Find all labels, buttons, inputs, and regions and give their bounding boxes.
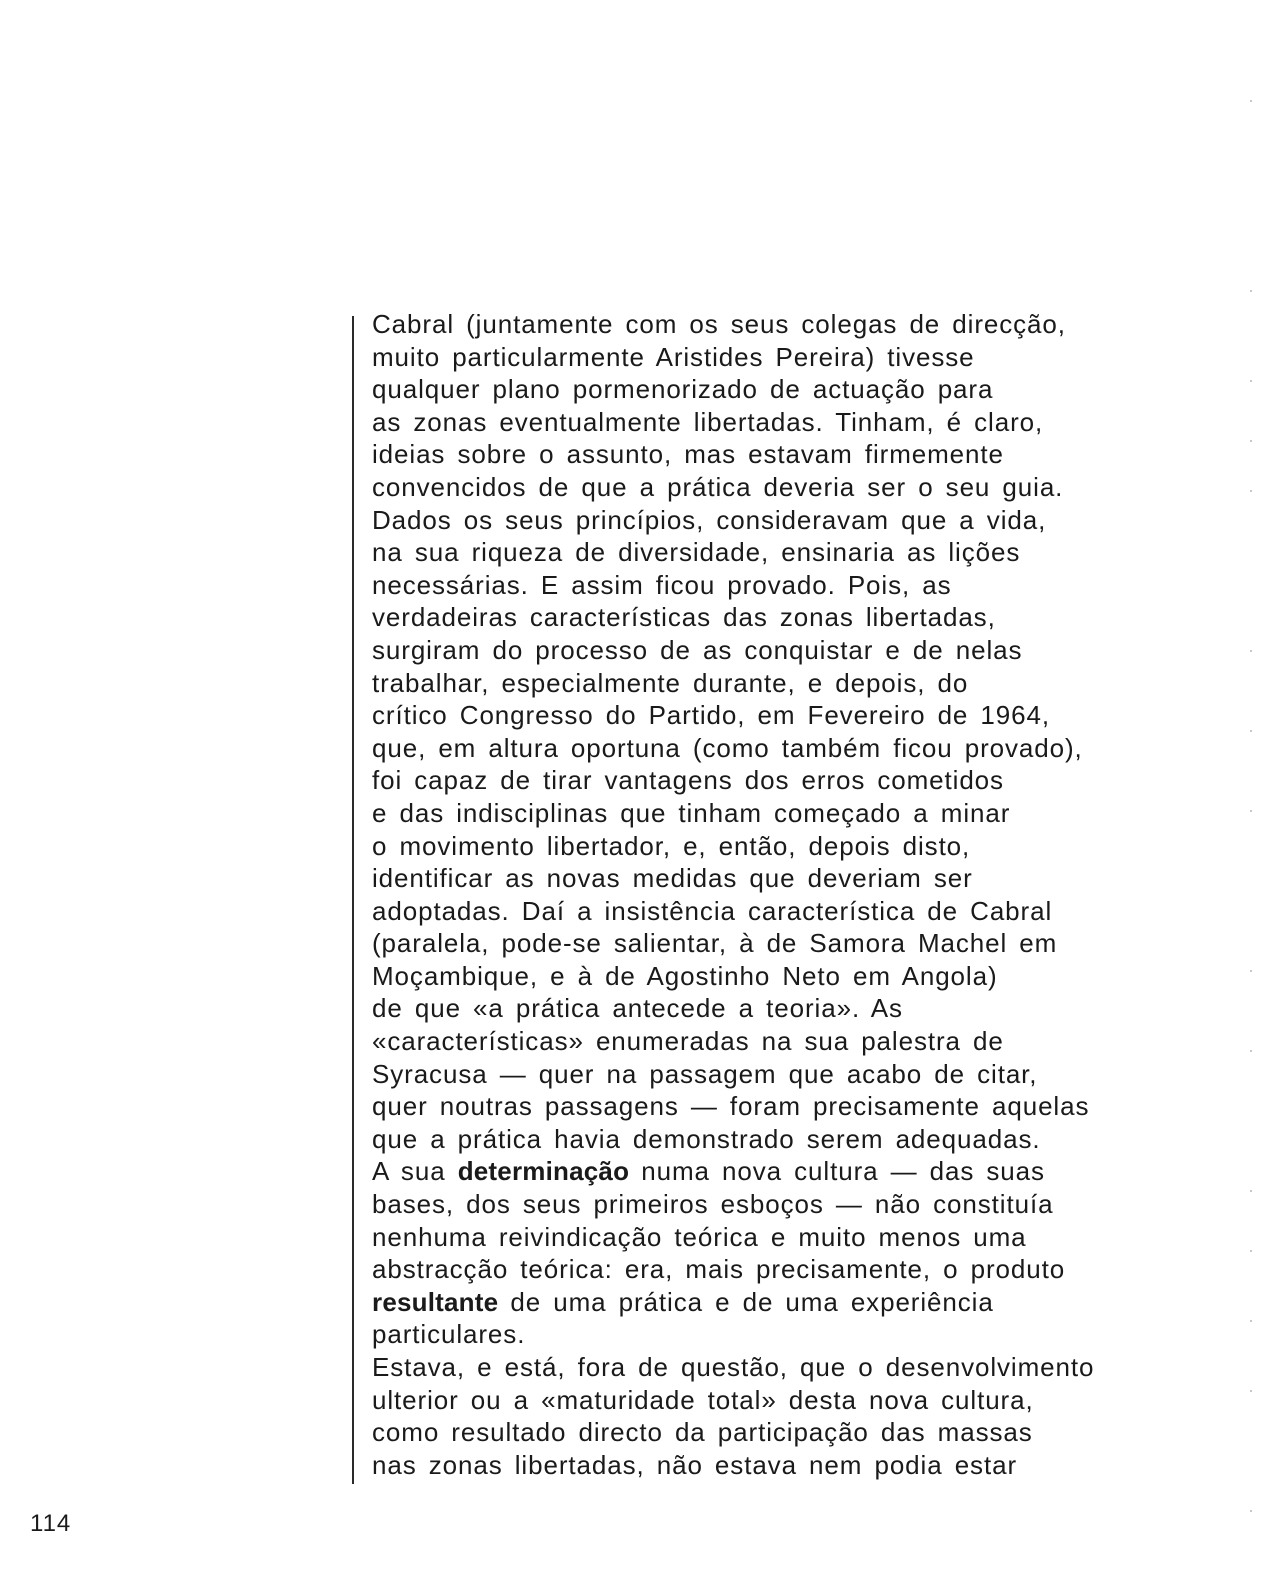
text-line bbox=[372, 1253, 1202, 1286]
scan-mark bbox=[1250, 1390, 1252, 1392]
text-segment: como resultado directo da participação das massas bbox=[372, 1417, 1033, 1448]
scan-mark bbox=[1250, 1510, 1252, 1512]
text-line bbox=[372, 895, 1202, 928]
text-line bbox=[372, 308, 1202, 341]
text-line bbox=[372, 992, 1202, 1025]
text-segment: identificar as novas medidas que deveriam ser bbox=[372, 863, 973, 894]
text-segment: foi capaz de tirar vantagens dos erros cometidos bbox=[372, 765, 1004, 796]
margin-rule bbox=[352, 316, 354, 1484]
scan-mark bbox=[1250, 1250, 1252, 1252]
text-line bbox=[372, 1123, 1202, 1156]
text-segment: numa nova cultura — das suas bbox=[629, 1156, 1045, 1187]
text-segment: ulterior ou a «maturidade total» desta nova cultura, bbox=[372, 1384, 1034, 1415]
scan-mark bbox=[1250, 730, 1252, 732]
text-line bbox=[372, 536, 1202, 569]
scan-mark bbox=[1250, 290, 1252, 292]
text-segment: convencidos de que a prática deveria ser o seu guia. bbox=[372, 471, 1064, 502]
text-segment: Syracusa — quer na passagem que acabo de citar, bbox=[372, 1058, 1038, 1089]
text-segment: nas zonas libertadas, não estava nem podia estar bbox=[372, 1449, 1018, 1480]
text-line bbox=[372, 699, 1202, 732]
text-line bbox=[372, 438, 1202, 471]
bold-text: determinação bbox=[457, 1156, 630, 1187]
text-segment: (paralela, pode-se salientar, à de Samora Machel em bbox=[372, 928, 1058, 959]
scan-edge-marks bbox=[1250, 90, 1254, 1550]
text-segment: A sua bbox=[372, 1156, 458, 1187]
text-segment: ideias sobre o assunto, mas estavam firmemente bbox=[372, 439, 1004, 470]
text-line bbox=[372, 1351, 1202, 1384]
text-line bbox=[372, 1449, 1202, 1482]
scan-mark bbox=[1250, 970, 1252, 972]
text-segment: e das indisciplinas que tinham começado a minar bbox=[372, 797, 1011, 828]
text-line bbox=[372, 830, 1202, 863]
text-line bbox=[372, 927, 1202, 960]
text-segment: Cabral (juntamente com os seus colegas de direcção, bbox=[372, 309, 1066, 339]
text-segment: na sua riqueza de diversidade, ensinaria as lições bbox=[372, 537, 1021, 568]
text-line bbox=[372, 1188, 1202, 1221]
text-line bbox=[372, 1384, 1202, 1417]
text-line bbox=[372, 1416, 1202, 1449]
text-line bbox=[372, 406, 1202, 439]
body-text bbox=[372, 308, 1202, 1481]
text-segment: abstracção teórica: era, mais precisamente, o produto bbox=[372, 1254, 1066, 1285]
text-line bbox=[372, 471, 1202, 504]
scan-mark bbox=[1250, 1320, 1252, 1322]
text-segment: quer noutras passagens — foram precisamente aquelas bbox=[372, 1091, 1090, 1122]
text-segment: nenhuma reivindicação teórica e muito menos uma bbox=[372, 1221, 1027, 1252]
text-line bbox=[372, 862, 1202, 895]
text-segment: que a prática havia demonstrado serem adequadas. bbox=[372, 1123, 1041, 1154]
text-line bbox=[372, 601, 1202, 634]
text-segment: particulares. bbox=[372, 1319, 526, 1350]
text-line bbox=[372, 634, 1202, 667]
text-line bbox=[372, 1318, 1202, 1351]
text-line bbox=[372, 373, 1202, 406]
text-segment: Dados os seus princípios, consideravam que a vida, bbox=[372, 504, 1047, 535]
text-segment: Moçambique, e à de Agostinho Neto em Angola) bbox=[372, 960, 998, 991]
text-line bbox=[372, 764, 1202, 797]
scan-mark bbox=[1250, 650, 1252, 652]
text-line bbox=[372, 1058, 1202, 1091]
text-segment: surgiram do processo de as conquistar e de nelas bbox=[372, 634, 1023, 665]
text-line bbox=[372, 667, 1202, 700]
text-line bbox=[372, 341, 1202, 374]
page-number: 114 bbox=[30, 1510, 72, 1537]
text-line bbox=[372, 732, 1202, 765]
text-segment: trabalhar, especialmente durante, e depois, do bbox=[372, 667, 969, 698]
text-line bbox=[372, 1025, 1202, 1058]
text-segment: que, em altura oportuna (como também ficou provado), bbox=[372, 732, 1083, 763]
text-segment: «características» enumeradas na sua palestra de bbox=[372, 1026, 1004, 1057]
text-segment: de que «a prática antecede a teoria». As bbox=[372, 993, 903, 1024]
text-segment: o movimento libertador, e, então, depois disto, bbox=[372, 830, 971, 861]
text-line bbox=[372, 569, 1202, 602]
scan-mark bbox=[1250, 380, 1252, 382]
text-segment: verdadeiras características das zonas libertadas, bbox=[372, 602, 996, 633]
text-segment: Estava, e está, fora de questão, que o desenvolvimento bbox=[372, 1352, 1095, 1382]
text-line bbox=[372, 797, 1202, 830]
text-segment: crítico Congresso do Partido, em Fevereiro de 1964, bbox=[372, 700, 1050, 731]
text-line bbox=[372, 1155, 1202, 1188]
scan-mark bbox=[1250, 490, 1252, 492]
text-segment: muito particularmente Aristides Pereira) tivesse bbox=[372, 341, 975, 372]
text-segment: de uma prática e de uma experiência bbox=[498, 1286, 994, 1317]
scan-mark bbox=[1250, 440, 1252, 442]
scan-mark bbox=[1250, 1190, 1252, 1192]
scan-mark bbox=[1250, 810, 1252, 812]
text-segment: adoptadas. Daí a insistência característica de Cabral bbox=[372, 895, 1053, 926]
bold-text: resultante bbox=[372, 1286, 499, 1317]
scan-mark bbox=[1250, 100, 1252, 102]
text-line bbox=[372, 1286, 1202, 1319]
text-line bbox=[372, 1221, 1202, 1254]
text-segment: qualquer plano pormenorizado de actuação para bbox=[372, 374, 994, 405]
text-line bbox=[372, 504, 1202, 537]
text-segment: as zonas eventualmente libertadas. Tinham, é claro, bbox=[372, 406, 1044, 437]
text-segment: bases, dos seus primeiros esboços — não constituía bbox=[372, 1189, 1054, 1220]
text-line bbox=[372, 960, 1202, 993]
text-segment: necessárias. E assim ficou provado. Pois, as bbox=[372, 569, 952, 600]
scan-mark bbox=[1250, 1050, 1252, 1052]
text-line bbox=[372, 1090, 1202, 1123]
